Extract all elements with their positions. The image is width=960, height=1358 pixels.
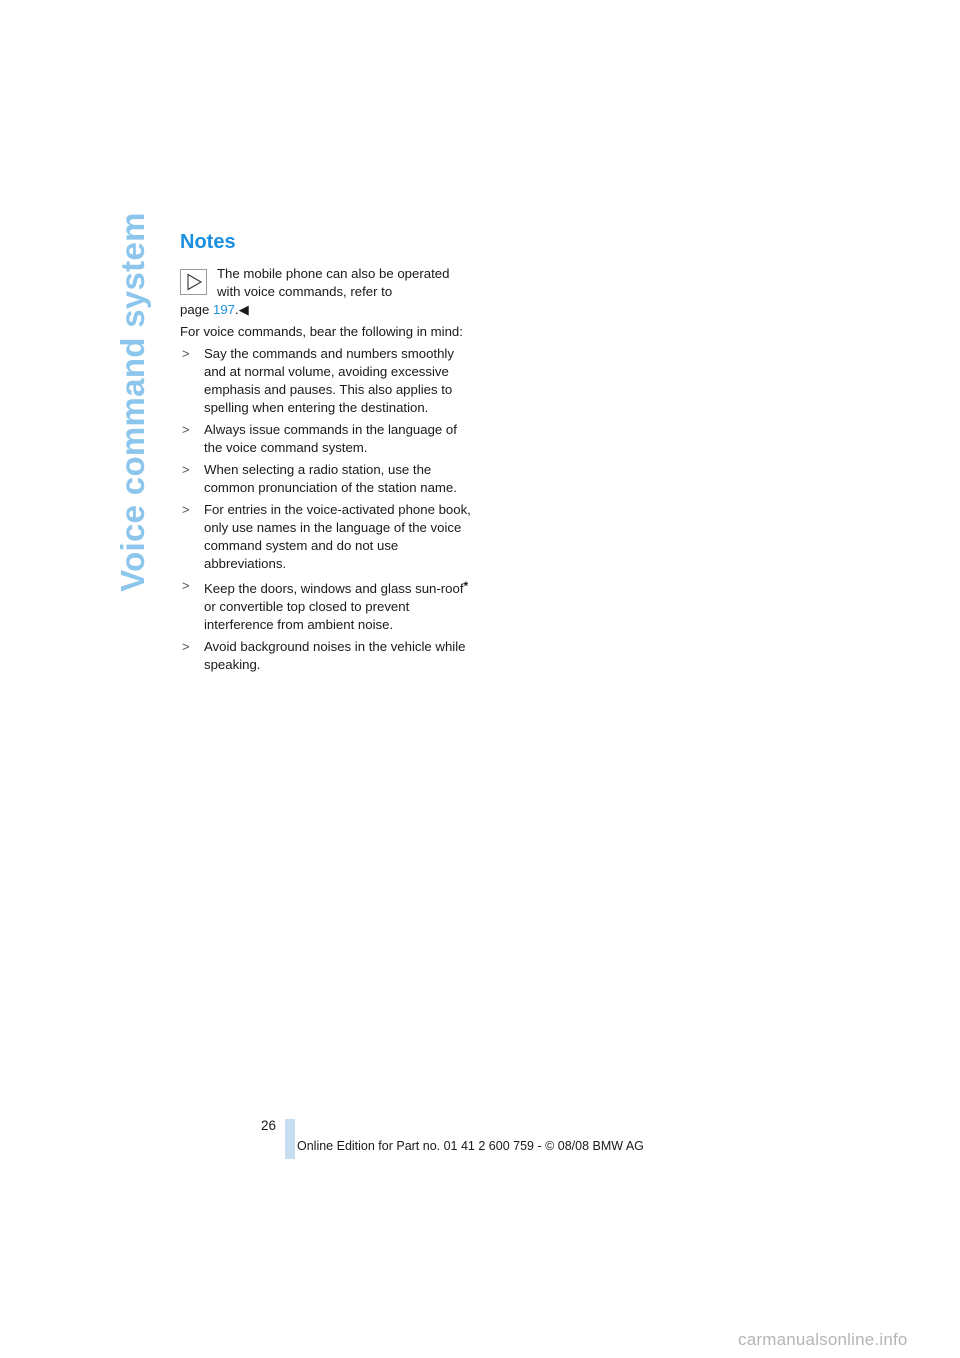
- bullet-marker: >: [182, 502, 190, 517]
- list-item: [180, 638, 476, 674]
- bullet-marker: >: [182, 346, 190, 361]
- side-chapter-title: [113, 212, 153, 592]
- list-item: [180, 501, 476, 573]
- footer-edition-text: Online Edition for Part no. 01 41 2 600 759 - © 08/08 BMW AG: [297, 1139, 644, 1153]
- note-end-mark: .◀: [235, 302, 249, 317]
- bullet-marker: >: [182, 639, 190, 654]
- list-item-text: When selecting a radio station, use the common pronunciation of the station name.: [204, 462, 457, 495]
- list-item-text: Always issue commands in the language of the voice command system.: [204, 422, 457, 455]
- list-item-text: For entries in the voice-activated phone book, only use names in the language of the voice command system and do not use abbreviations.: [204, 502, 471, 571]
- page-reference-link[interactable]: 197: [213, 302, 236, 317]
- main-content: [180, 228, 476, 678]
- list-item-text: Avoid background noises in the vehicle while speaking.: [204, 639, 466, 672]
- intro-text: For voice commands, bear the following in mind:: [180, 324, 463, 339]
- note-triangle-icon: [180, 269, 207, 295]
- bullet-marker: >: [182, 462, 190, 477]
- side-chapter-title-text: Voice command system: [114, 212, 152, 592]
- note-continuation: [180, 301, 476, 319]
- footer-accent-bar: [285, 1119, 295, 1159]
- list-item: [180, 345, 476, 417]
- bullet-marker: >: [182, 422, 190, 437]
- list-item: [180, 421, 476, 457]
- note-block: [180, 265, 476, 301]
- list-item-text: Say the commands and numbers smoothly and at normal volume, avoiding excessive emphasis and pauses. This also applies to spelling when entering the destination.: [204, 346, 454, 415]
- bullet-list: [180, 345, 476, 674]
- list-item-text-before: Keep the doors, windows and glass sun-roof: [204, 581, 464, 596]
- page-number: 26: [261, 1118, 277, 1133]
- list-item: [180, 461, 476, 497]
- note-line-1: The mobile phone can also be operated: [217, 266, 450, 281]
- note-line-2: with voice commands, refer to: [217, 284, 393, 299]
- list-item-text-after: or convertible top closed to prevent interference from ambient noise.: [204, 599, 410, 632]
- optional-equipment-asterisk: *: [463, 579, 469, 593]
- list-item: [180, 577, 476, 634]
- section-title: Notes: [180, 231, 236, 253]
- note-page-prefix: page: [180, 302, 214, 317]
- bullet-marker: >: [182, 578, 190, 593]
- watermark: carmanualsonline.info: [738, 1330, 908, 1349]
